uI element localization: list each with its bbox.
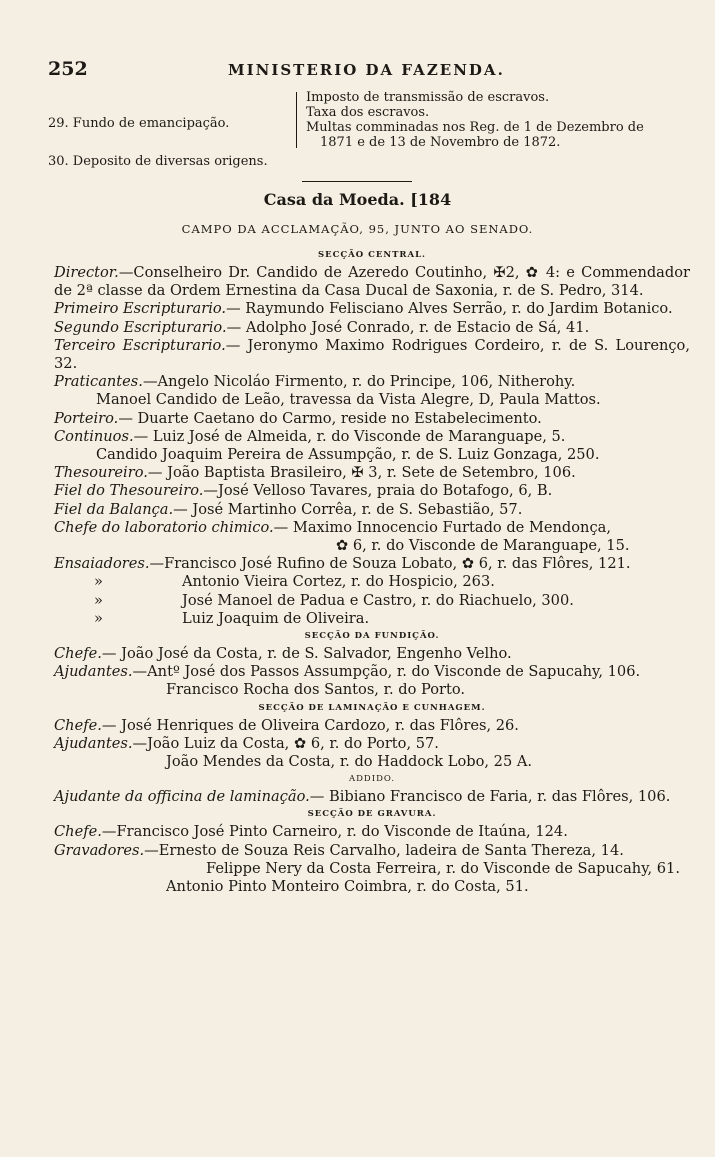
entry-continuation: Antonio Pinto Monteiro Coimbra, r. do Costa, 51. [166,878,529,896]
role-label: Praticantes. [54,373,143,391]
role-label: Terceiro Escripturario. [54,336,226,354]
subsection-heading: ADDIDO. [348,774,396,785]
role-label: Primeiro Escripturario. [54,300,227,318]
entry-text: —Conselheiro Dr. Candido de Azeredo Coutinho, ✠2, ✿ 4: e Commendador de 2ª classe da Ordem Ernestina da Casa Ducal de Saxonia, r. de S. Pedro, 314. [54,264,690,300]
role-label: Chefe. [54,823,102,841]
role-label: Ajudantes. [54,663,133,681]
role-label: Fiel do Thesoureiro. [54,482,204,500]
entry-text: —Francisco José Pinto Carneiro, r. do Visconde de Itaúna, 124. [101,823,568,841]
entry-text: José Manoel de Padua e Castro, r. do Riachuelo, 300. [182,591,574,609]
subsection-heading: SECÇÃO DE LAMINAÇÃO E CUNHAGEM. [258,702,486,713]
sub-item: Multas comminadas nos Reg. de 1 de Dezembro de [306,120,644,135]
entry-text: — João José da Costa, r. de S. Salvador, Engenho Velho. [101,645,512,663]
page-header [48,56,688,86]
role-label: Ajudante da officina de laminação. [54,788,310,806]
entry-text: — Luiz José de Almeida, r. do Visconde de Maranguape, 5. [133,427,566,445]
entry-porteiro [54,410,690,428]
entry-text: —Antº José dos Passos Assumpção, r. do Visconde de Sapucahy, 106. [132,663,641,681]
role-label: Segundo Escripturario. [54,318,227,336]
entry-continuation: Candido Joaquim Pereira de Assumpção, r. de S. Luiz Gonzaga, 250. [96,446,600,464]
sub-item: Taxa dos escravos. [306,105,430,120]
role-label: Continuos. [54,427,134,445]
ditto-entry [54,610,690,628]
entry-director [54,264,690,300]
entry-text: — Jeronymo Maximo Rodrigues Cordeiro, r. de S. Lourenço, 32. [54,336,690,373]
subsection-heading: SECÇÃO CENTRAL. [317,250,427,260]
entry-chefe-laminacao [54,717,690,735]
entry-continuation: Francisco Rocha dos Santos, r. do Porto. [166,681,466,699]
entry-thesoureiro [54,464,690,482]
subsection-heading: SECÇÃO DA FUNDIÇÃO. [304,631,440,642]
entry-continuation: Felippe Nery da Costa Ferreira, r. do Visconde de Sapucahy, 61. [206,859,680,877]
entry-text: —João Luiz da Costa, ✿ 6, r. do Porto, 57. [132,734,439,752]
entry-continuation: ✿ 6, r. do Visconde de Maranguape, 15. [336,537,630,555]
entry-chefe-laboratorio [54,519,690,537]
role-label: Chefe do laboratorio chimico. [54,518,274,536]
entry-ensaiadores [54,555,690,573]
role-label: Fiel da Balança. [54,500,174,518]
entry-text: — Raymundo Felisciano Alves Serrão, r. do Jardim Botanico. [226,300,673,318]
entry-terceiro-escripturario [54,337,690,373]
entry-text: — Adolpho José Conrado, r. de Estacio de Sá, 41. [226,318,590,336]
ditto-entry [54,573,690,591]
entry-text: — Duarte Caetano do Carmo, reside no Estabelecimento. [118,409,542,427]
entry-text: Luiz Joaquim de Oliveira. [182,609,370,627]
role-label: Ajudantes. [54,734,133,752]
role-label: Gravadores. [54,841,145,859]
ditto-mark: » [94,609,103,627]
entry-gravadores [54,842,690,860]
ditto-mark: » [94,573,103,591]
entry-continuation: João Mendes da Costa, r. do Haddock Lobo, 25 A. [166,753,533,771]
entry-fiel-balanca [54,501,690,519]
entry-chefe-gravura [54,823,690,841]
role-label: Thesoureiro. [54,464,148,482]
role-label: Porteiro. [54,409,119,427]
separator-rule [302,181,412,182]
item-29-label: 29. Fundo de emancipação. [48,116,230,131]
entry-text: — Maximo Innocencio Furtado de Mendonça, [273,518,611,536]
role-label: Chefe. [54,716,102,734]
entry-segundo-escripturario [54,319,690,337]
section-address: CAMPO DA ACCLAMAÇÃO, 95, JUNTO AO SENADO. [181,222,534,236]
entry-text: — Bibiano Francisco de Faria, r. das Flôres, 106. [309,788,671,806]
entry-ajudantes-fundicao [54,663,690,681]
entry-text: —Angelo Nicoláo Firmento, r. do Principe, 106, Nitherohy. [142,373,576,391]
sub-item: Imposto de transmissão de escravos. [306,90,550,105]
tax-list [48,90,688,170]
brace [296,92,303,148]
entry-text: — José Martinho Corrêa, r. de S. Sebastião, 57. [173,500,523,518]
entry-praticantes [54,373,690,391]
ditto-mark: » [94,591,103,609]
entry-ajudantes-laminacao [54,735,690,753]
role-label: Ensaiadores. [54,555,150,573]
page-number: 252 [48,58,88,80]
item-29-sublist [306,90,644,150]
item-30-label: 30. Deposito de diversas origens. [48,154,268,169]
section-title: Casa da Moeda. [184 [263,190,452,209]
sub-item: 1871 e de 13 de Novembro de 1872. [320,135,561,150]
entry-text: —Francisco José Rufino de Souza Lobato, ✿ 6, r. das Flôres, 121. [149,555,631,573]
entry-text: —Ernesto de Souza Reis Carvalho, ladeira de Santa Thereza, 14. [144,841,624,859]
entry-continuation: Manoel Candido de Leão, travessa da Vista Alegre, D, Paula Mattos. [96,391,601,409]
entry-text: —José Velloso Tavares, praia do Botafogo, 6, B. [203,482,553,500]
running-title: MINISTERIO DA FAZENDA. [228,61,505,79]
role-label: Chefe. [54,645,102,663]
ditto-entry [54,592,690,610]
entry-chefe-fundicao [54,645,690,663]
entry-primeiro-escripturario [54,300,690,318]
entry-fiel-thesoureiro [54,482,690,500]
directory-body [54,247,690,896]
entry-continuos [54,428,690,446]
entry-text: — João Baptista Brasileiro, ✠ 3, r. Sete de Setembro, 106. [147,464,576,482]
subsection-heading: SECÇÃO DE GRAVURA. [307,809,437,820]
role-label: Director. [54,264,119,281]
entry-text: Antonio Vieira Cortez, r. do Hospicio, 263. [182,573,495,591]
entry-text: — José Henriques de Oliveira Cardozo, r. das Flôres, 26. [101,716,519,734]
entry-ajudante-officina [54,788,690,806]
